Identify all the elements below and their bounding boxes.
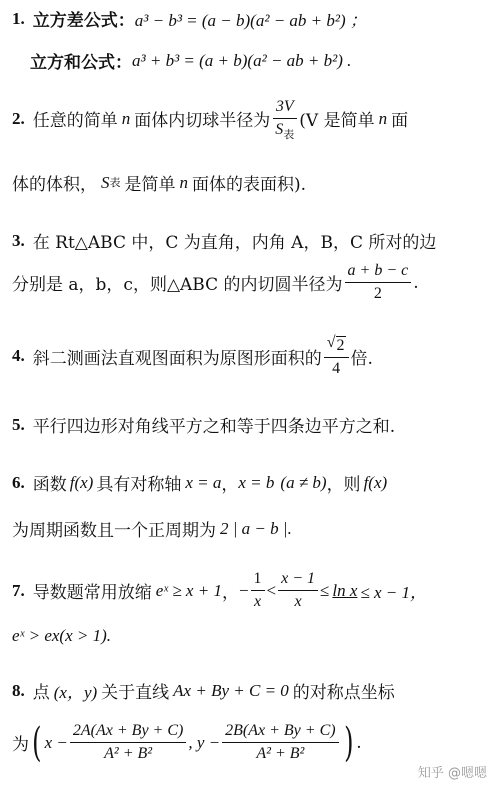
- text: 是简单: [124, 175, 176, 195]
- condition: (a ≠ b): [280, 472, 327, 492]
- item-number: 8.: [12, 680, 25, 700]
- fraction-numerator: a + b − c: [345, 262, 412, 283]
- axis-eq-2: x = b: [238, 472, 275, 492]
- text: 为周期函数且一个正周期为: [12, 521, 216, 541]
- fraction-denominator: x: [294, 593, 302, 611]
- fraction-denominator: A² + B²: [256, 745, 305, 763]
- fraction-numerator: 1: [251, 570, 265, 591]
- text: 任意的简单: [32, 111, 118, 132]
- text: 点: [32, 683, 50, 703]
- item-number: 5.: [12, 414, 25, 434]
- text: 体的体积，: [12, 175, 97, 195]
- text: 面体的表面积).: [192, 175, 307, 195]
- fraction-numerator: 3V: [273, 98, 297, 119]
- item-8-line-1: [12, 678, 495, 703]
- text: .: [356, 732, 362, 753]
- fraction-area-ratio: [324, 334, 349, 379]
- formula-cube-difference: a³ − b³ = (a − b)(a² − ab + b²) ；: [134, 11, 367, 30]
- text: 面体内切球半径为: [134, 111, 271, 132]
- text: ，则: [326, 475, 361, 495]
- fraction-y: [222, 722, 338, 764]
- left-paren: (: [32, 719, 42, 766]
- radicand: 2: [336, 337, 345, 354]
- item-4-line: [12, 334, 495, 379]
- var-s: S: [101, 172, 110, 192]
- item-1-line-2: [30, 48, 495, 73]
- item-number: 7.: [12, 580, 25, 600]
- fraction-denominator: A² + B²: [104, 745, 153, 763]
- function-f: f(x): [363, 472, 388, 492]
- item-7-line-1: [12, 570, 495, 612]
- axis-eq-1: x = a: [185, 472, 222, 492]
- line-equation: Ax + By + C = 0: [173, 680, 289, 700]
- fraction-1: [251, 570, 265, 612]
- text: 倍.: [350, 348, 373, 369]
- item-3-line-1: [12, 228, 495, 253]
- right-paren: ): [343, 719, 354, 766]
- item-6-line-2: [12, 516, 495, 541]
- label-cube-sum: 立方和公式：: [30, 53, 132, 73]
- text: 具有对称轴: [96, 475, 182, 495]
- text: 关于直线: [101, 683, 170, 703]
- sqrt: √ 2: [326, 334, 345, 354]
- item-6-line-1: [12, 470, 495, 495]
- text: 在 Rt△ABC 中，C 为直角，内角 A，B，C 所对的边: [32, 233, 437, 253]
- y-part: , y −: [188, 732, 221, 752]
- point: (x，y): [53, 683, 98, 702]
- fraction-numerator: x − 1: [278, 570, 318, 591]
- minus-sign: −: [238, 580, 249, 600]
- text: 函数: [32, 475, 67, 495]
- item-2-line-2: 体的体积， S 表 是简单 n 面体的表面积).: [12, 170, 495, 195]
- ineq-exp: eˣ ≥ x + 1: [155, 580, 222, 600]
- text: 面: [391, 111, 409, 132]
- item-8-line-2: [12, 719, 495, 766]
- formula-cube-sum: a³ + b³ = (a + b)(a² − ab + b²) .: [132, 50, 352, 70]
- fraction-incircle-radius: [345, 262, 412, 304]
- text: 斜二测画法直观图面积为原图形面积的: [32, 348, 322, 369]
- text: .: [413, 272, 419, 293]
- item-number: 4.: [12, 346, 25, 366]
- text: 的对称点坐标: [292, 683, 395, 703]
- text: ，: [221, 583, 239, 604]
- fraction-numerator: 2A(Ax + By + C): [70, 722, 186, 743]
- text: ，: [221, 475, 239, 495]
- text: 平行四边形对角线平方之和等于四条边平方之和.: [32, 417, 396, 437]
- ineq-exp-2: eˣ > ex(x > 1).: [12, 626, 111, 645]
- fraction-denominator: S: [275, 121, 284, 139]
- subscript: 表: [283, 129, 295, 142]
- text: (V 是简单: [299, 111, 375, 132]
- watermark: 知乎 @嗯嗯: [417, 766, 487, 781]
- fraction-numerator: 2B(Ax + By + C): [222, 722, 338, 743]
- item-3-line-2: [12, 262, 495, 304]
- item-number: 3.: [12, 230, 25, 250]
- fraction-2: [278, 570, 318, 612]
- less-than: <: [266, 580, 277, 600]
- ln-x: ln x: [332, 580, 358, 600]
- text: 为: [12, 735, 29, 756]
- item-7-line-2: [12, 626, 495, 646]
- item-number: 2.: [12, 108, 25, 128]
- less-equal: ≤: [320, 580, 330, 600]
- text: 导数题常用放缩: [32, 583, 152, 604]
- var-n: n: [378, 108, 388, 128]
- label-cube-difference: 立方差公式：: [32, 11, 135, 31]
- item-5-line: [12, 412, 495, 437]
- function-f: f(x): [69, 472, 94, 492]
- text: 分别是 a，b，c，则△ABC 的内切圆半径为: [12, 275, 343, 296]
- fraction-x: [70, 722, 186, 764]
- x-part: x −: [44, 732, 68, 752]
- item-1-line-1: [12, 6, 495, 31]
- fraction-denominator: x: [253, 593, 262, 611]
- item-number: 6.: [12, 472, 25, 492]
- var-n: n: [121, 108, 131, 128]
- item-number: 1.: [12, 8, 25, 28]
- fraction-inradius: [272, 98, 297, 140]
- item-2-line-1: [12, 98, 495, 140]
- ineq-tail: ≤ x − 1，: [360, 583, 428, 603]
- period-value: 2 | a − b |.: [220, 518, 292, 538]
- fraction-denominator: 2: [373, 285, 382, 303]
- fraction-denominator: 4: [332, 360, 341, 378]
- var-n: n: [179, 172, 188, 192]
